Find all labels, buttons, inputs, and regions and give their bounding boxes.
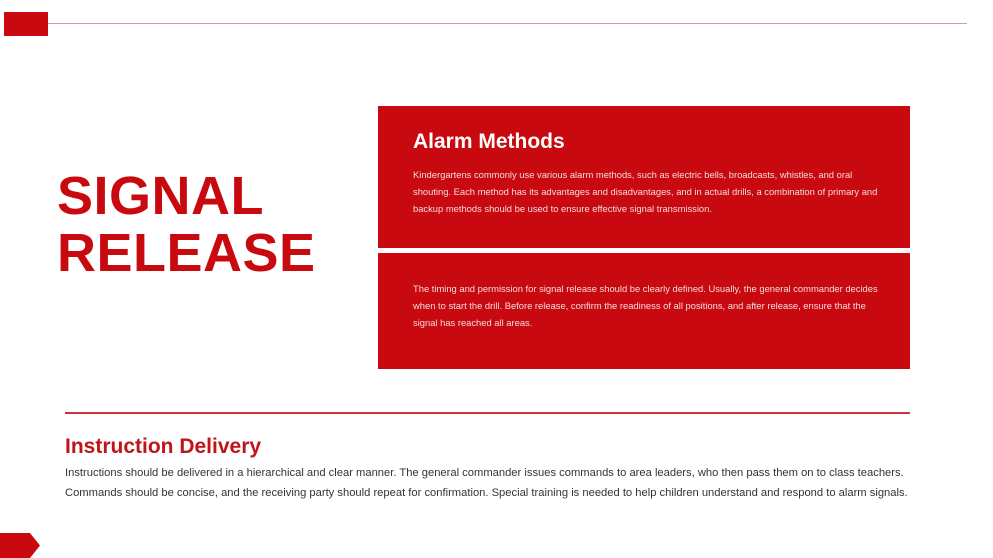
page-title-line-2: RELEASE (57, 223, 316, 283)
panel-text: Kindergartens commonly use various alarm methods, such as electric bells, broadcasts, whistles, and oral shouting. Each method has its advantages and disadvantages, and in actual drills, a combination of primary and backup methods should be used to ensure effective signal transmission. (413, 169, 878, 214)
section-body-line-1: Instructions should be delivered in a hierarchical and clear manner. The general commander issues commands to area leaders, who then pass them on to class teachers. (65, 467, 904, 479)
section-divider (65, 412, 910, 414)
section-title: Instruction Delivery (65, 435, 262, 458)
bottom-arrow-decoration (0, 533, 40, 558)
top-accent-block (4, 12, 48, 36)
top-divider-line (48, 23, 967, 24)
page-title-line-1: SIGNAL (57, 166, 265, 226)
panel-text: The timing and permission for signal release should be clearly defined. Usually, the general commander decides when to start the drill. Before release, confirm the readiness of all positions, and after release, ensure that the signal has reached all areas. (413, 283, 878, 328)
signal-timing-panel (378, 253, 910, 369)
alarm-methods-panel (378, 106, 910, 248)
page-title (57, 168, 316, 282)
section-body (65, 463, 975, 503)
section-body-line-2: Commands should be concise, and the receiving party should repeat for confirmation. Special training is needed to help children understand and respond to alarm signals. (65, 487, 908, 499)
panel-title: Alarm Methods (413, 130, 565, 153)
